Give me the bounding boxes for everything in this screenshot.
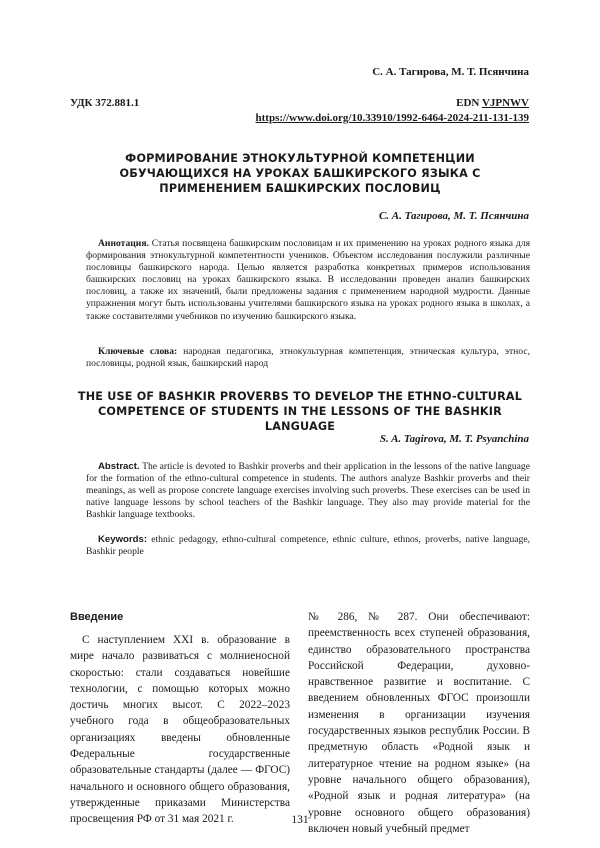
edn-code-link[interactable]: VJPNWV [481, 97, 529, 109]
keywords-text-en: ethnic pedagogy, ethno-cultural competence, ethnic culture, ethnos, proverbs, native language, Bashkir people [86, 534, 530, 558]
abstract-text-en: The article is devoted to Bashkir proverbs and their application in the lessons of the native language for the formation of the ethno-cultural competence in students. The authors analyze Bashkir proverbs and their meanings, as well as propose concrete language exercises involving such proverbs. These exercises can be used in native language lessons by school teachers of the Bashkir language. They also may provide material for the Bashkir language textbooks. [86, 461, 530, 521]
abstract-ru [86, 238, 530, 323]
body-paragraph-right: № 286, № 287. Они обеспечивают: преемственность всех ступеней образования, единство образовательного пространства Российской Федерации, духовно-нравственное развитие и воспитание. С введением обновленных ФГОС произошли изменения в организации изучения государственных языков республик России. В предметную область «Родной язык и литературное чтение на родном языке» (на уровне начального общего образования), «Родной язык и родная литература» (на уровне основного общего образования) включен новый учебный предмет [308, 611, 530, 835]
authors-en: S. A. Tagirova, M. T. Psyanchina [379, 433, 529, 445]
abstract-text-ru: Статья посвящена башкирским пословицам и их применению на уроках родного языка для формирования этнокультурной компетентности учеников. Объектом исследования послужили различные пословицы башкирского народа. Целью является разработка конкретных примеров использования башкирских пословиц на уроках башкирского языка. В исследовании проведен анализ башкирских пословиц, а также их значений, были предложены задания с применением народной мудрости. Данные упражнения могут быть использованы учителями башкирского языка на уроках родного языка в школах, а также составителями учебников по изучению башкирского языка. [86, 238, 530, 322]
body-paragraph-left [70, 632, 290, 828]
body-column-right [308, 609, 530, 837]
keywords-ru [86, 346, 530, 370]
section-heading-introduction: Введение [70, 611, 124, 623]
article-title-ru: ФОРМИРОВАНИЕ ЭТНОКУЛЬТУРНОЙ КОМПЕТЕНЦИИ ОБУЧАЮЩИХСЯ НА УРОКАХ БАШКИРСКОГО ЯЗЫКА С ПРИМЕНЕНИЕМ БАШКИРСКИХ ПОСЛОВИЦ [119, 152, 481, 195]
page-number: 131 [291, 814, 309, 826]
article-title-en: THE USE OF BASHKIR PROVERBS TO DEVELOP THE ETHNO-CULTURAL COMPETENCE OF STUDENTS IN THE LESSONS OF THE BASHKIR LANGUAGE [77, 390, 523, 433]
abstract-label-en: Abstract. [98, 461, 140, 472]
body-text-left: С наступлением XXI в. образование в мире начало развиваться с молниеносной скоростью: стали создаваться новейшие технологии, с помощью которых можно достичь многих высот. С 2022–2023 учебного года в общеобразовательных организациях введены обновленные Федеральные государственные образовательные стандарты (далее — ФГОС) начального и основного общего образования, утвержденные приказами Министерства просвещения РФ от 31 мая 2021 г. [70, 634, 290, 826]
abstract-en [86, 461, 530, 521]
keywords-en [86, 534, 530, 558]
keywords-label-ru: Ключевые слова: [98, 346, 178, 357]
edn-line [456, 97, 529, 109]
authors-ru: С. А. Тагирова, М. Т. Псянчина [378, 210, 529, 222]
body-column-left [70, 609, 290, 828]
doi-link[interactable]: https://www.doi.org/10.33910/1992-6464-2024-211-131-139 [255, 112, 529, 124]
keywords-label-en: Keywords: [98, 534, 148, 545]
keywords-text-ru: народная педагогика, этнокультурная компетенция, этническая культура, этнос, пословицы, родной язык, башкирский народ [86, 346, 530, 370]
abstract-label-ru: Аннотация. [98, 238, 149, 249]
edn-prefix: EDN [456, 97, 482, 109]
running-head-authors: С. А. Тагирова, М. Т. Псянчина [372, 66, 529, 78]
udk-code: УДК 372.881.1 [70, 97, 140, 109]
